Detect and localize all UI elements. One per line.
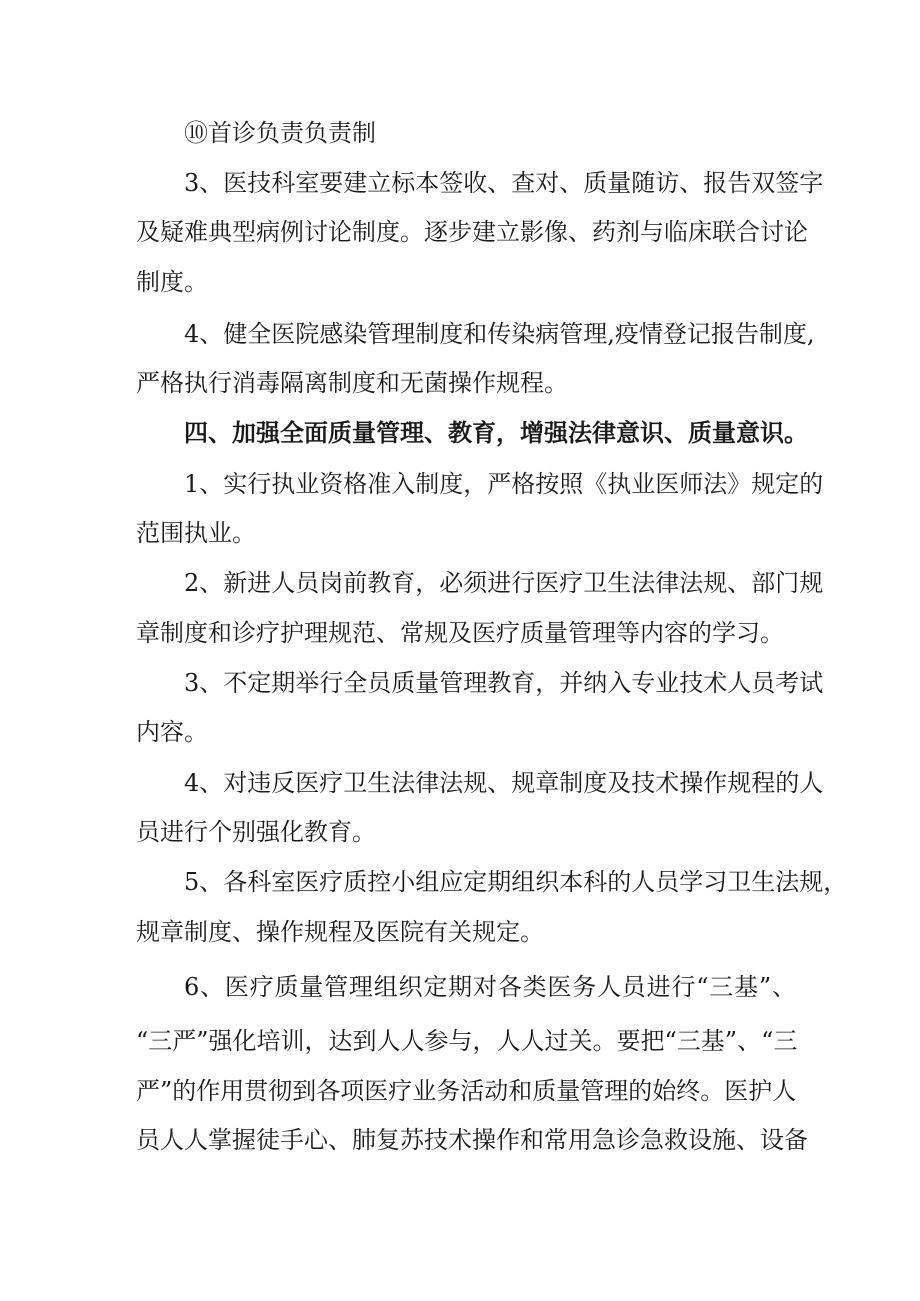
item-5-line-2: 规章制度、操作规程及医院有关规定。: [136, 918, 544, 946]
item-6-line-2: “三严”强化培训，达到人人参与，人人过关。要把“三基”、“三: [136, 1027, 798, 1055]
item-2-line-2: 章制度和诊疗护理规范、常规及医疗质量管理等内容的学习。: [136, 619, 784, 647]
item-6-line-4: 员人人掌握徒手心、肺复苏技术操作和常用急诊急救设施、设备: [136, 1126, 808, 1154]
item-2-line-1: 2、新进人员岗前教育，必须进行医疗卫生法律法规、部门规: [184, 569, 824, 597]
paragraph-4-line-1: 4、健全医院感染管理制度和传染病管理,疫情登记报告制度,: [184, 320, 815, 348]
item-4-line-2: 员进行个别强化教育。: [136, 818, 376, 846]
item-6-line-3: 严”的作用贯彻到各项医疗业务活动和质量管理的始终。医护人: [136, 1077, 797, 1105]
item-first-visit-responsibility: ⑩首诊负责负责制: [184, 119, 376, 147]
item-1-line-2: 范围执业。: [136, 519, 256, 547]
item-5-line-1: 5、各科室医疗质控小组应定期组织本科的人员学习卫生法规，: [184, 868, 848, 896]
paragraph-4-line-2: 严格执行消毒隔离制度和无菌操作规程。: [136, 369, 568, 397]
section-heading-4: 四、加强全面质量管理、教育，增强法律意识、质量意识。: [184, 419, 808, 447]
paragraph-3-line-2: 及疑难典型病例讨论制度。逐步建立影像、药剂与临床联合讨论: [136, 218, 808, 246]
item-3-line-2: 内容。: [136, 718, 208, 746]
item-6-line-1: 6、医疗质量管理组织定期对各类医务人员进行“三基”、: [184, 973, 796, 1001]
item-3-line-1: 3、不定期举行全员质量管理教育，并纳入专业技术人员考试: [184, 669, 824, 697]
item-1-line-1: 1、实行执业资格准入制度，严格按照《执业医师法》规定的: [184, 470, 824, 498]
paragraph-3-line-3: 制度。: [136, 268, 208, 296]
item-4-line-1: 4、对违反医疗卫生法律法规、规章制度及技术操作规程的人: [184, 769, 824, 797]
paragraph-3-line-1: 3、医技科室要建立标本签收、查对、质量随访、报告双签字: [184, 169, 824, 197]
